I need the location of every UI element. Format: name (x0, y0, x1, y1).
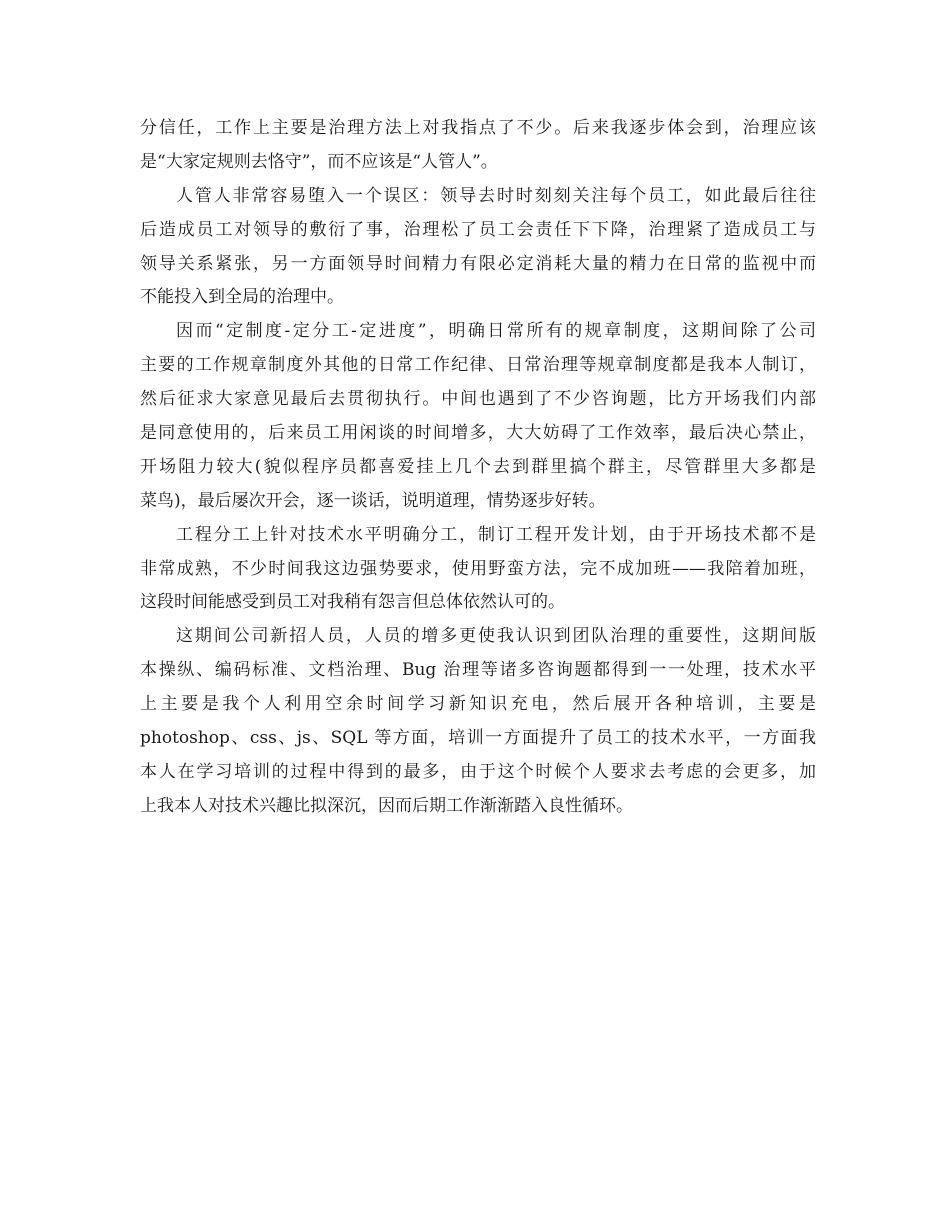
text-line: 然后征求大家意见最后去贯彻执行。中间也遇到了不少咨询题，比方开场我们内部 (140, 389, 816, 410)
text-line: 本操纵、编码标准、文档治理、Bug 治理等诸多咨询题都得到一一处理，技术水平 (140, 660, 816, 681)
text-line: 开场阻力较大(貌似程序员都喜爱挂上几个去到群里搞个群主，尽管群里大多都是 (140, 456, 816, 477)
text-line: 本人在学习培训的过程中得到的最多，由于这个时候个人要求去考虑的会更多，加 (140, 761, 816, 782)
text-line: 后造成员工对领导的敷衍了事，治理松了员工会责任下下降，治理紧了造成员工与 (140, 219, 816, 240)
text-line: 工程分工上针对技术水平明确分工，制订工程开发计划，由于开场技术都不是 (176, 524, 816, 545)
text-line: 人管人非常容易堕入一个误区：领导去时时刻刻关注每个员工，如此最后往往 (176, 185, 816, 206)
text-line: 上我本人对技术兴趣比拟深沉，因而后期工作渐渐踏入良性循环。 (140, 795, 633, 816)
paragraph-4 (140, 519, 816, 621)
paragraph-5 (140, 620, 816, 823)
text-line: 领导关系紧张，另一方面领导时间精力有限必定消耗大量的精力在日常的监视中而 (140, 253, 816, 274)
text-line: 因而“定制度-定分工-定进度”，明确日常所有的规章制度，这期间除了公司 (176, 321, 816, 342)
text-line: photoshop、css、js、SQL 等方面，培训一方面提升了员工的技术水平，一方面我 (140, 728, 816, 749)
paragraph-1 (140, 112, 816, 180)
text-line: 这段时间能感受到员工对我稍有怨言但总体依然认可的。 (140, 592, 565, 613)
text-line: 菜鸟)，最后屡次开会，逐一谈话，说明道理，情势逐步好转。 (140, 490, 606, 511)
text-line: 是同意使用的，后来员工用闲谈的时间增多，大大妨碍了工作效率，最后决心禁止， (140, 423, 816, 444)
paragraph-2 (140, 180, 816, 316)
document-body (140, 112, 816, 824)
text-line: 这期间公司新招人员，人员的增多更使我认识到团队治理的重要性，这期间版 (176, 626, 816, 647)
text-line: 上主要是我个人利用空余时间学习新知识充电，然后展开各种培训，主要是 (140, 694, 816, 715)
text-line: 主要的工作规章制度外其他的日常工作纪律、日常治理等规章制度都是我本人制订， (140, 355, 816, 376)
text-line: 分信任，工作上主要是治理方法上对我指点了不少。后来我逐步体会到，治理应该 (140, 118, 816, 138)
paragraph-3 (140, 315, 816, 518)
text-line: 非常成熟，不少时间我这边强势要求，使用野蛮方法，完不成加班——我陪着加班， (140, 558, 816, 579)
text-line: 不能投入到全局的治理中。 (140, 287, 344, 308)
text-line: 是“大家定规则去恪守”，而不应该是“人管人”。 (140, 151, 498, 172)
